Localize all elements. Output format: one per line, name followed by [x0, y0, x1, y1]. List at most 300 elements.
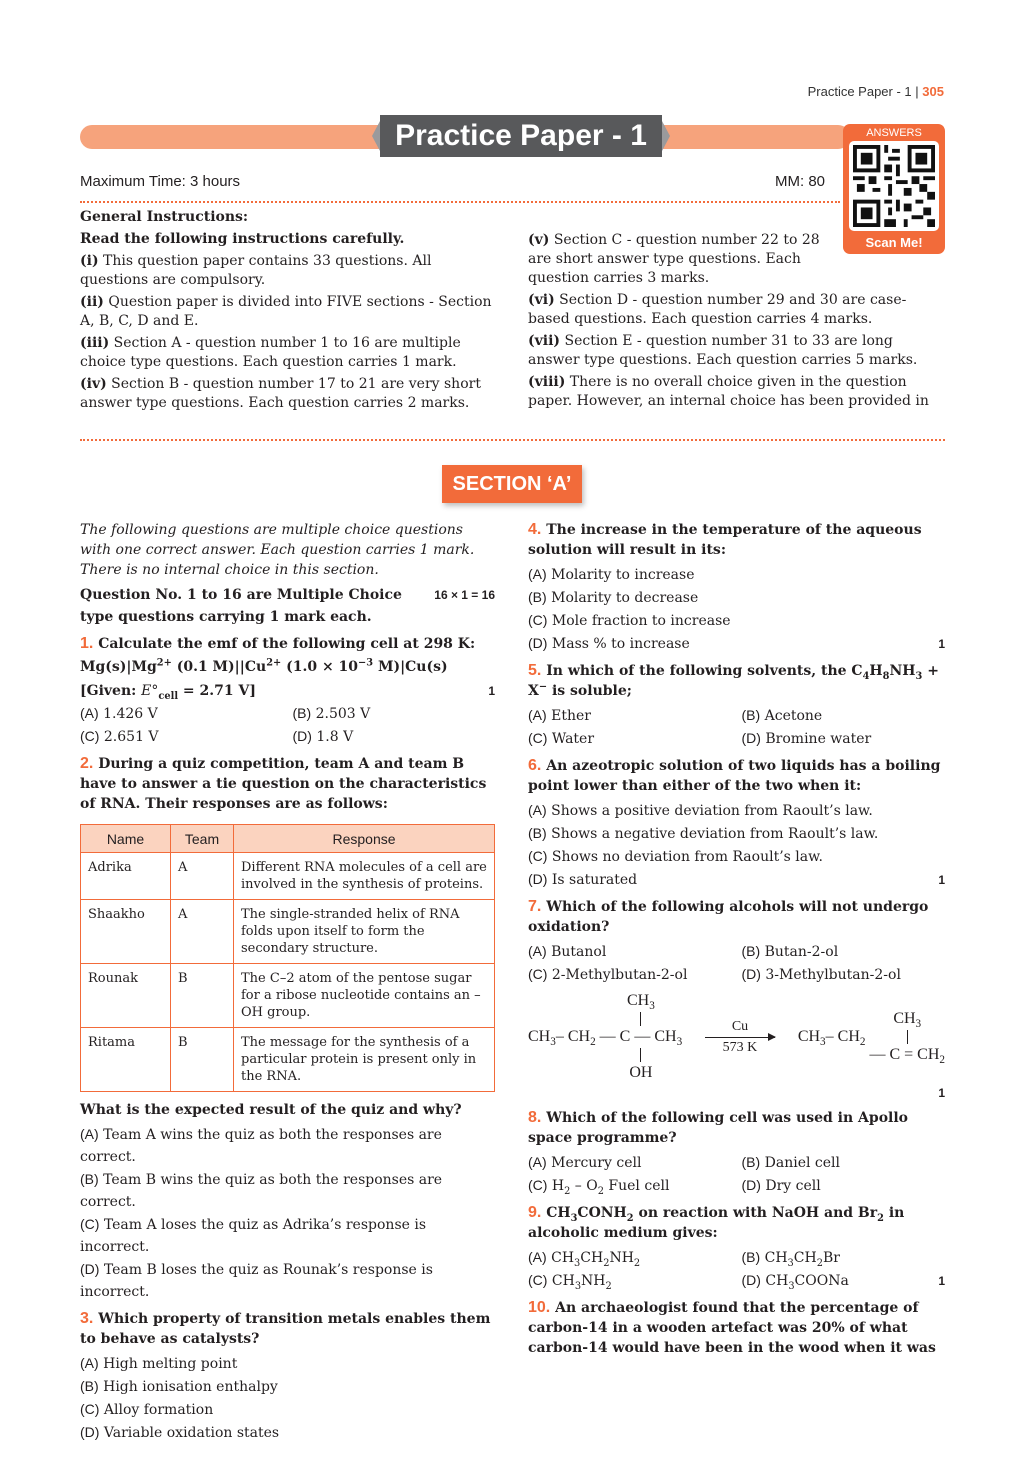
option-label: (A): [528, 1154, 547, 1170]
instruction-item: [80, 293, 495, 331]
formula-sub: 3: [574, 1280, 582, 1292]
divider-bottom: [80, 439, 945, 441]
option-b[interactable]: [742, 940, 946, 963]
option-a[interactable]: [528, 704, 732, 727]
formula-part: CH: [546, 1205, 571, 1221]
option-b[interactable]: [80, 1375, 495, 1398]
cell-notation-sup: 2+: [266, 657, 282, 669]
q5-sup: −: [538, 681, 548, 693]
instruction-text: Question paper is divided into FIVE sections - Section A, B, C, D and E.: [80, 294, 492, 329]
option-c[interactable]: [80, 1398, 495, 1421]
formula-sub: 3: [915, 1018, 922, 1031]
option-label: (A): [80, 1355, 99, 1371]
formula-sub: 3: [574, 1257, 581, 1269]
option-text: Team A loses the quiz as Adrika’s response is incorrect.: [80, 1217, 427, 1255]
q5-text-part: NH: [889, 663, 916, 679]
formula-part: NH: [581, 1273, 606, 1289]
option-label: (A): [80, 705, 99, 721]
option-text: 2.651 V: [103, 729, 159, 745]
q5-sub: 8: [882, 670, 890, 682]
question-10: [528, 1298, 945, 1358]
formula-sub: 2: [939, 1054, 945, 1067]
option-text: Ether: [551, 708, 591, 724]
question-7: [528, 897, 945, 1102]
formula-part: CH: [551, 1250, 575, 1266]
option-label: (A): [528, 1249, 547, 1265]
option-text: High melting point: [103, 1356, 238, 1372]
formula-part: – O: [570, 1178, 598, 1194]
option-label: (D): [741, 1177, 761, 1193]
cell-name: Rounak: [81, 964, 171, 1028]
question-text: Calculate the emf of the following cell at 298 K:: [98, 636, 476, 652]
instruction-num: (viii): [528, 374, 566, 390]
option-text: Butanol: [551, 944, 607, 960]
formula-part: — C = CH: [869, 1046, 940, 1063]
given-symbol: E°: [141, 683, 159, 699]
cell-notation-sup: 2+: [156, 657, 172, 669]
max-time: Maximum Time: 3 hours: [80, 173, 241, 190]
option-a[interactable]: [528, 1246, 732, 1269]
formula-sub: 2: [633, 1257, 641, 1269]
option-text: Mercury cell: [551, 1155, 642, 1171]
instruction-item: [80, 375, 495, 413]
formula-part: CH: [764, 1250, 788, 1266]
option-text: 3-Methylbutan-2-ol: [765, 967, 901, 983]
question-number: 2.: [80, 755, 94, 772]
question-1: [80, 634, 495, 748]
option-label: (D): [528, 871, 548, 887]
formula-part: CH: [797, 1028, 821, 1045]
cell-response: The C–2 atom of the pentose sugar for a ribose nucleotide contains an –OH group.: [234, 964, 495, 1028]
question-mark: 1: [938, 1274, 945, 1288]
cell-notation-sup: −3: [358, 657, 374, 669]
cell-team: B: [171, 964, 234, 1028]
section-marks-formula: 16 × 1 = 16: [434, 588, 495, 602]
option-a[interactable]: [528, 799, 945, 822]
options-grid: [528, 940, 945, 986]
option-text: 2-Methylbutan-2-ol: [551, 967, 688, 983]
option-b[interactable]: [742, 704, 946, 727]
formula-sub: 3: [570, 1212, 578, 1224]
q5-text-part: In which of the following solvents, the C: [546, 663, 863, 679]
option-d[interactable]: [80, 1421, 495, 1444]
formula-sub: 2: [603, 1257, 610, 1269]
option-b[interactable]: [742, 1246, 946, 1269]
reactant: [528, 992, 682, 1082]
option-text: Dry cell: [765, 1178, 821, 1194]
option-c[interactable]: [80, 725, 283, 748]
instruction-num: (ii): [80, 294, 104, 310]
question-number: 4.: [528, 521, 542, 538]
reagent-label: Cu: [731, 1018, 749, 1034]
option-d[interactable]: [742, 727, 946, 750]
column-header-team: Team: [171, 825, 234, 853]
instruction-text: Section B - question number 17 to 21 are very short answer type questions. Each question carries 2 marks.: [80, 376, 481, 411]
table-row: [81, 900, 495, 964]
cell-name: Ritama: [81, 1028, 171, 1092]
option-text: 2.503 V: [315, 706, 371, 722]
option-label: (B): [528, 589, 547, 605]
reactant-hydroxyl: OH: [629, 1064, 653, 1081]
formula-sub: 2: [590, 1036, 596, 1049]
question-text: During a quiz competition, team A and team B have to answer a tie question on the characteristics of RNA. Their responses are as follows:: [80, 756, 487, 812]
formula-part: CH: [626, 992, 650, 1009]
formula-part: Fuel cell: [603, 1178, 670, 1194]
instruction-item: [80, 252, 495, 290]
question-number: 10.: [528, 1299, 551, 1316]
option-text: Bromine water: [765, 731, 872, 747]
question-9: [528, 1203, 945, 1292]
instruction-item: [528, 291, 945, 329]
question-8: [528, 1108, 945, 1197]
question-text: Which of the following cell was used in Apollo space programme?: [528, 1110, 909, 1146]
option-c[interactable]: [528, 609, 945, 632]
option-label: (D): [292, 728, 312, 744]
question-text: An archaeologist found that the percentage of carbon-14 in a wooden artefact was 20% of what carbon-14 would have been in the wood when it was: [528, 1300, 936, 1356]
scan-me-label: Scan Me!: [865, 235, 923, 250]
option-text: Water: [551, 731, 595, 747]
option-c[interactable]: [528, 963, 732, 986]
option-text: Molarity to increase: [551, 567, 695, 583]
instruction-item: [528, 373, 945, 411]
option-label: (A): [528, 707, 547, 723]
cell-response: Different RNA molecules of a cell are involved in the synthesis of proteins.: [234, 853, 495, 900]
q5-text-part: is soluble;: [547, 683, 632, 699]
formula-part: CH: [551, 1273, 575, 1289]
question-text: [528, 663, 939, 699]
table-row: [81, 964, 495, 1028]
page-title: Practice Paper - 1: [380, 115, 662, 157]
formula-part: CH: [765, 1273, 789, 1289]
option-label: (D): [741, 1272, 761, 1288]
formula-part: CH: [893, 1010, 916, 1027]
cell-team: B: [171, 1028, 234, 1092]
question-number: 5.: [528, 662, 542, 679]
column-header-name: Name: [81, 825, 171, 853]
question-mark: 1: [938, 637, 945, 651]
question-mark: 1: [938, 1086, 945, 1100]
option-text: Variable oxidation states: [103, 1425, 280, 1441]
option-d[interactable]: [293, 725, 496, 748]
rna-responses-table: [80, 824, 495, 1092]
instruction-text: This question paper contains 33 questions. All questions are compulsory.: [80, 253, 432, 288]
instructions-block: [80, 208, 945, 416]
product-core: [869, 1046, 945, 1067]
formula-part: CONH: [577, 1205, 627, 1221]
option-text: Alloy formation: [103, 1402, 214, 1418]
reactant-top-methyl: [626, 992, 655, 1013]
option-a[interactable]: [80, 1352, 495, 1375]
option-d[interactable]: [528, 868, 945, 891]
option-label: (C): [80, 728, 100, 744]
option-label: (C): [528, 966, 548, 982]
formula-part: in alcoholic medium gives:: [528, 1205, 905, 1241]
option-label: (C): [528, 1177, 548, 1193]
option-a[interactable]: [528, 1151, 732, 1174]
q5-text-part: + X: [528, 663, 939, 699]
option-b[interactable]: [80, 1168, 495, 1213]
reactant-core: [599, 1028, 683, 1049]
option-label: (C): [528, 848, 548, 864]
options-grid: [528, 1151, 945, 1197]
formula-sub: 2: [605, 1280, 612, 1292]
option-text: Shows a positive deviation from Raoult’s law.: [551, 803, 873, 819]
option-b[interactable]: [528, 586, 945, 609]
cell-notation: [80, 657, 495, 677]
formula-part: CH: [528, 1028, 551, 1045]
option-label: (B): [292, 705, 312, 721]
given-data: [80, 680, 495, 702]
option-label: (C): [528, 730, 548, 746]
option-label: (B): [80, 1378, 99, 1394]
option-text: Mass % to increase: [551, 636, 690, 652]
question-number: 1.: [80, 635, 94, 652]
q5-sub: 4: [862, 670, 870, 682]
question-number: 6.: [528, 757, 542, 774]
option-b[interactable]: [293, 702, 496, 725]
option-text: Daniel cell: [764, 1155, 840, 1171]
option-text: 1.426 V: [103, 706, 158, 722]
option-text: Team A wins the quiz as both the responses are correct.: [80, 1127, 442, 1165]
question-number: 3.: [80, 1310, 94, 1327]
section-intro: The following questions are multiple choice questions with one correct answer. Each question carries 1 mark. There is no internal choice in this section.: [80, 522, 475, 578]
option-text: High ionisation enthalpy: [103, 1379, 278, 1395]
bond-line: [640, 1048, 641, 1062]
formula-part: NH: [609, 1250, 634, 1266]
question-text: Which of the following alcohols will not undergo oxidation?: [528, 899, 929, 935]
option-text: Molarity to decrease: [551, 590, 699, 606]
option-c[interactable]: [528, 727, 732, 750]
instruction-text: Section A - question number 1 to 16 are multiple choice type questions. Each question carries 1 mark.: [80, 335, 461, 370]
left-column: [80, 520, 495, 1444]
formula-sub: 2: [877, 1212, 884, 1224]
option-label: (D): [528, 635, 548, 651]
product-center: [869, 1010, 945, 1067]
page-number: 305: [922, 84, 944, 99]
formula-sub: 2: [816, 1257, 823, 1269]
reactant-left: [528, 1028, 596, 1049]
question-text: Which property of transition metals enables them to behave as catalysts?: [80, 1311, 491, 1347]
formula-sub: 3: [550, 1036, 556, 1049]
question-6: [528, 756, 945, 891]
instruction-num: (vi): [528, 292, 555, 308]
reaction-row: [528, 992, 945, 1082]
option-text: Mole fraction to increase: [551, 613, 731, 629]
instruction-num: (vii): [528, 333, 561, 349]
formula-part: – CH: [555, 1028, 591, 1045]
instructions-heading: General Instructions:: [80, 209, 249, 225]
followup-question: What is the expected result of the quiz and why?: [80, 1102, 462, 1118]
formula-sub: 2: [597, 1185, 604, 1197]
section-subintro: [80, 584, 495, 628]
cell-team: A: [171, 900, 234, 964]
section-subintro-text: Question No. 1 to 16 are Multiple Choice type questions carrying 1 mark each.: [80, 587, 402, 625]
instruction-item: [528, 231, 828, 288]
instruction-num: (iv): [80, 376, 107, 392]
option-label: (D): [741, 966, 761, 982]
running-title: Practice Paper - 1: [807, 84, 912, 99]
option-d[interactable]: [528, 632, 945, 655]
question-text: [528, 1205, 904, 1241]
option-label: (B): [741, 707, 761, 723]
instruction-num: (i): [80, 253, 99, 269]
option-c[interactable]: [528, 1269, 732, 1292]
option-label: (B): [80, 1171, 99, 1187]
question-columns: [80, 520, 945, 1444]
question-number: 7.: [528, 898, 542, 915]
option-d[interactable]: [742, 963, 946, 986]
product-top-methyl: [893, 1010, 922, 1031]
option-text: Team B loses the quiz as Rounak’s response is incorrect.: [80, 1262, 433, 1300]
product-left: [797, 1028, 866, 1049]
instruction-num: (iii): [80, 335, 110, 351]
formula-part: H: [551, 1178, 565, 1194]
option-label: (C): [80, 1216, 100, 1232]
question-5: [528, 661, 945, 750]
instruction-num: (v): [528, 232, 550, 248]
formula-sub: 2: [859, 1036, 866, 1049]
right-column: [528, 520, 945, 1361]
product: [797, 1010, 945, 1067]
cell-notation-part: (1.0 × 10: [281, 659, 359, 675]
option-d[interactable]: [742, 1174, 946, 1197]
given-sub: cell: [158, 690, 179, 702]
qr-label: ANSWERS: [866, 127, 922, 139]
given-text: [80, 680, 256, 702]
cell-name: Shaakho: [81, 900, 171, 964]
options-grid: [80, 702, 495, 748]
arrow-icon: [705, 1037, 775, 1038]
instruction-text: Section C - question number 22 to 28 are short answer type questions. Each question carries 3 marks.: [528, 232, 820, 286]
cell-notation-part: (0.1 M)||Cu: [171, 659, 267, 675]
given-pre: [Given:: [80, 683, 142, 699]
cell-response: The single-stranded helix of RNA folds upon itself to form the secondary structure.: [234, 900, 495, 964]
option-text: Shows a negative deviation from Raoult’s law.: [551, 826, 879, 842]
header-separator: |: [915, 84, 919, 99]
question-number: 9.: [528, 1204, 542, 1221]
instructions-left: [80, 208, 495, 416]
reactant-center: [600, 992, 683, 1082]
formula-part: CH: [793, 1250, 817, 1266]
options-grid: [528, 704, 945, 750]
option-label: (A): [528, 943, 547, 959]
table-header-row: [81, 825, 495, 853]
instruction-item: [80, 334, 495, 372]
option-label: (D): [80, 1261, 100, 1277]
question-4: [528, 520, 945, 655]
question-2: [80, 754, 495, 1303]
formula-part: — C — CH: [599, 1028, 677, 1045]
formula-sub: 3: [820, 1036, 826, 1049]
table-row: [81, 853, 495, 900]
formula-sub: 2: [564, 1185, 571, 1197]
question-text: The increase in the temperature of the aqueous solution will result in its:: [528, 522, 922, 558]
max-marks: MM: 80: [775, 173, 826, 190]
condition-label: 573 K: [722, 1039, 758, 1055]
option-b[interactable]: [528, 822, 945, 845]
option-label: (C): [80, 1401, 100, 1417]
bond-line: [907, 1030, 908, 1044]
q5-sub: 3: [915, 670, 923, 682]
table-row: [81, 1028, 495, 1092]
cell-team: A: [171, 853, 234, 900]
option-label: (D): [741, 730, 761, 746]
formula-sub: 3: [788, 1280, 795, 1292]
question-3: [80, 1309, 495, 1444]
question-number: 8.: [528, 1109, 542, 1126]
option-d[interactable]: [742, 1269, 946, 1292]
oxidation-reaction-diagram: [528, 992, 945, 1102]
running-header: [808, 84, 944, 99]
option-d[interactable]: [80, 1258, 495, 1303]
question-text: An azeotropic solution of two liquids has a boiling point lower than either of the two when it:: [528, 758, 941, 794]
option-text: Is saturated: [551, 872, 638, 888]
cell-notation-part: Mg(s)|Mg: [80, 659, 157, 675]
given-post: = 2.71 V]: [178, 683, 256, 699]
formula-sub: 3: [649, 1000, 655, 1013]
option-a[interactable]: [528, 940, 732, 963]
formula-part: CH: [580, 1250, 604, 1266]
q5-text-part: H: [869, 663, 883, 679]
option-label: (B): [741, 943, 761, 959]
column-header-response: Response: [234, 825, 495, 853]
option-text: Shows no deviation from Raoult’s law.: [551, 849, 823, 865]
options-grid: [528, 1246, 945, 1292]
instruction-text: There is no overall choice given in the question paper. However, an internal choice has been provided in: [528, 374, 929, 409]
cell-name: Adrika: [81, 853, 171, 900]
bond-line: [640, 1012, 641, 1026]
instructions-subheading: Read the following instructions carefully.: [80, 231, 405, 247]
option-text: Acetone: [764, 708, 823, 724]
option-label: (B): [528, 825, 547, 841]
formula-part: Br: [822, 1250, 840, 1266]
option-label: (A): [80, 1126, 99, 1142]
instruction-item: [528, 332, 945, 370]
section-a-label: SECTION ‘A’: [442, 465, 582, 503]
question-mark: 1: [488, 684, 495, 698]
option-c[interactable]: [80, 1213, 495, 1258]
instructions-right: [528, 231, 945, 414]
option-c[interactable]: [528, 1174, 732, 1197]
option-text: Team B wins the quiz as both the responses are correct.: [80, 1172, 443, 1210]
cell-notation-part: M)|Cu(s): [373, 659, 448, 675]
question-mark: 1: [938, 873, 945, 887]
instruction-text: Section D - question number 29 and 30 are case-based questions. Each question carries 4 marks.: [528, 292, 907, 327]
option-a[interactable]: [80, 702, 283, 725]
reaction-mark-row: [528, 1084, 945, 1102]
formula-part: on reaction with NaOH and Br: [633, 1205, 878, 1221]
formula-sub: 3: [787, 1257, 794, 1269]
option-label: (C): [528, 612, 548, 628]
option-c[interactable]: [528, 845, 945, 868]
option-text: Butan-2-ol: [764, 944, 839, 960]
formula-sub: 2: [626, 1212, 634, 1224]
option-label: (B): [741, 1249, 761, 1265]
cell-response: The message for the synthesis of a particular protein is present only in the RNA.: [234, 1028, 495, 1092]
option-a[interactable]: [80, 1123, 495, 1168]
option-a[interactable]: [528, 563, 945, 586]
instruction-text: Section E - question number 31 to 33 are long answer type questions. Each question carries 5 marks.: [528, 333, 918, 368]
option-label: (D): [80, 1424, 100, 1440]
option-text: 1.8 V: [316, 729, 354, 745]
option-label: (C): [528, 1272, 548, 1288]
option-label: (A): [528, 566, 547, 582]
formula-sub: 3: [676, 1036, 683, 1049]
option-b[interactable]: [742, 1151, 946, 1174]
divider-top: [80, 201, 840, 203]
formula-part: – CH: [825, 1028, 860, 1045]
reaction-arrow: [701, 1019, 779, 1056]
